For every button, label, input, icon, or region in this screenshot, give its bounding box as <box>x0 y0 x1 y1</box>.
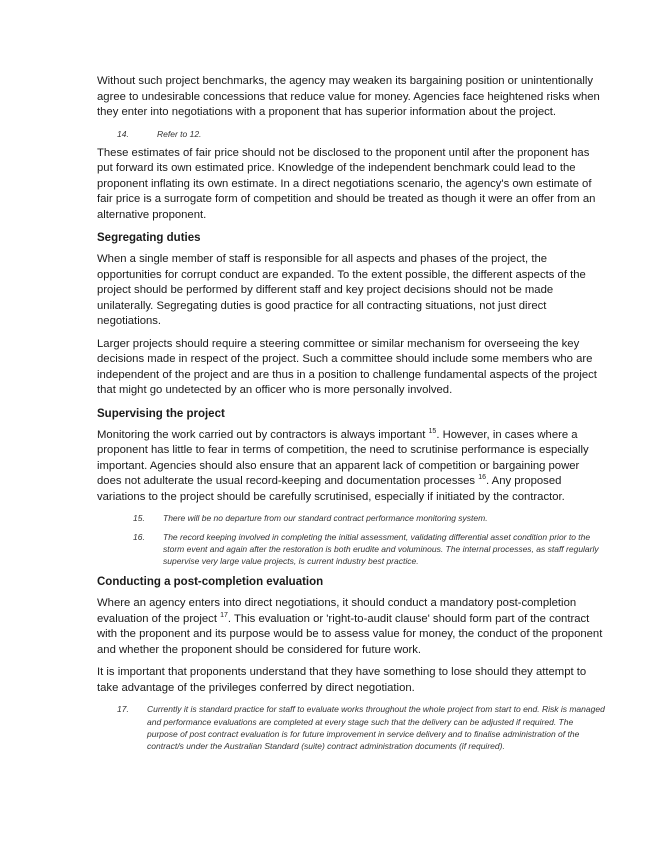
reference-17: 17 <box>220 612 228 620</box>
paragraph-text: . This evaluation or 'right-to-audit clause' should form part of the contract with the proponent and its purpose would be to assess value for money, the conduct of the proponent and whether the proponent should be considered for future work. <box>97 612 603 656</box>
paragraph-text: . Any proposed variations to the project should be carefully scrutinised, especially if initiated by the contractor. <box>97 475 565 503</box>
heading-post-completion: Conducting a post-completion evaluation <box>97 576 324 589</box>
annotation-number: 17. <box>117 704 129 715</box>
reference-16: 16 <box>478 474 487 482</box>
heading-segregating-duties: Segregating duties <box>97 232 201 245</box>
annotation-16 <box>97 531 606 568</box>
paragraph-proponents: It is important that proponents understand that they have something to lose should they attempt to take advantage of the privileges conferred by direct negotiation. <box>97 666 587 694</box>
annotation-text: Currently it is standard practice for staff to evaluate works throughout the whole project from start to end. Risk is managed and performance evaluations are completed at every stage such that the delivery can be adjusted if required. The purpose of post contract evaluation is for future improvement in service delivery and to finalise administration of the contract/s under the Australian Standard (suite) contract administration documents (if required). <box>147 704 605 752</box>
paragraph-steering-committee: Larger projects should require a steering committee or similar mechanism for overseeing the key decisions made in respect of the project. Such a committee should include some members who are independent of the project and are thus in a position to challenge fundamental aspects of the project that might go undetected by an officer who is more personally involved. <box>97 337 597 397</box>
paragraph-benchmarks: Without such project benchmarks, the agency may weaken its bargaining position or unintentionally agree to undesirable concessions that reduce value for money. Agencies face heightened risks when they enter into negotiations with a proponent that has superior information about the project. <box>97 75 600 118</box>
annotation-number: 16. <box>133 531 145 542</box>
paragraph-post-completion <box>97 596 606 658</box>
annotation-number: 15. <box>133 513 145 524</box>
paragraph-text: . However, in cases where a proponent has little to fear in terms of competition, the need to scrutinise performance is especially important. Agencies should also ensure that an apparent lack of competition or bargaining power does not adulterate the usual record-keeping and documentation processes <box>97 428 589 488</box>
annotation-text: There will be no departure from our standard contract performance monitoring system. <box>163 513 488 524</box>
annotation-text: Refer to 12. <box>157 128 202 139</box>
paragraph-text: Where an agency enters into direct negotiations, it should conduct a mandatory post-completion evaluation of the project <box>97 597 577 625</box>
paragraph-monitoring <box>97 428 606 506</box>
annotation-15 <box>97 512 606 524</box>
annotation-text: The record keeping involved in completing the initial assessment, validating differential asset condition prior to the storm event and again after the restoration is both erudite and voluminous. The internal processes, as staff regularly supervise very large value projects, is current industry best practice. <box>163 531 599 567</box>
paragraph-segregating-duties: When a single member of staff is responsible for all aspects and phases of the project, the opportunities for corrupt conduct are expanded. To the extent possible, the different aspects of the project should be performed by different staff and key project decisions should not be made unilaterally. Segregating duties is good practice for all contracting situations, not just direct negotiations. <box>97 253 586 328</box>
annotation-17 <box>97 703 606 752</box>
heading-supervising-project: Supervising the project <box>97 407 225 420</box>
reference-15: 15 <box>428 428 437 436</box>
annotation-14 <box>97 128 606 140</box>
paragraph-fair-price: These estimates of fair price should not be disclosed to the proponent until after the proponent has put forward its own estimated price. Knowledge of the independent benchmark could lead to the proponent inflating its own estimate. In a direct negotiations scenario, the agency's own estimate of fair price is a surrogate form of competition and should be treated as though it were an offer from an alternative proponent. <box>97 146 596 221</box>
annotation-number: 14. <box>117 128 129 139</box>
paragraph-text: Monitoring the work carried out by contractors is always important <box>97 428 429 441</box>
